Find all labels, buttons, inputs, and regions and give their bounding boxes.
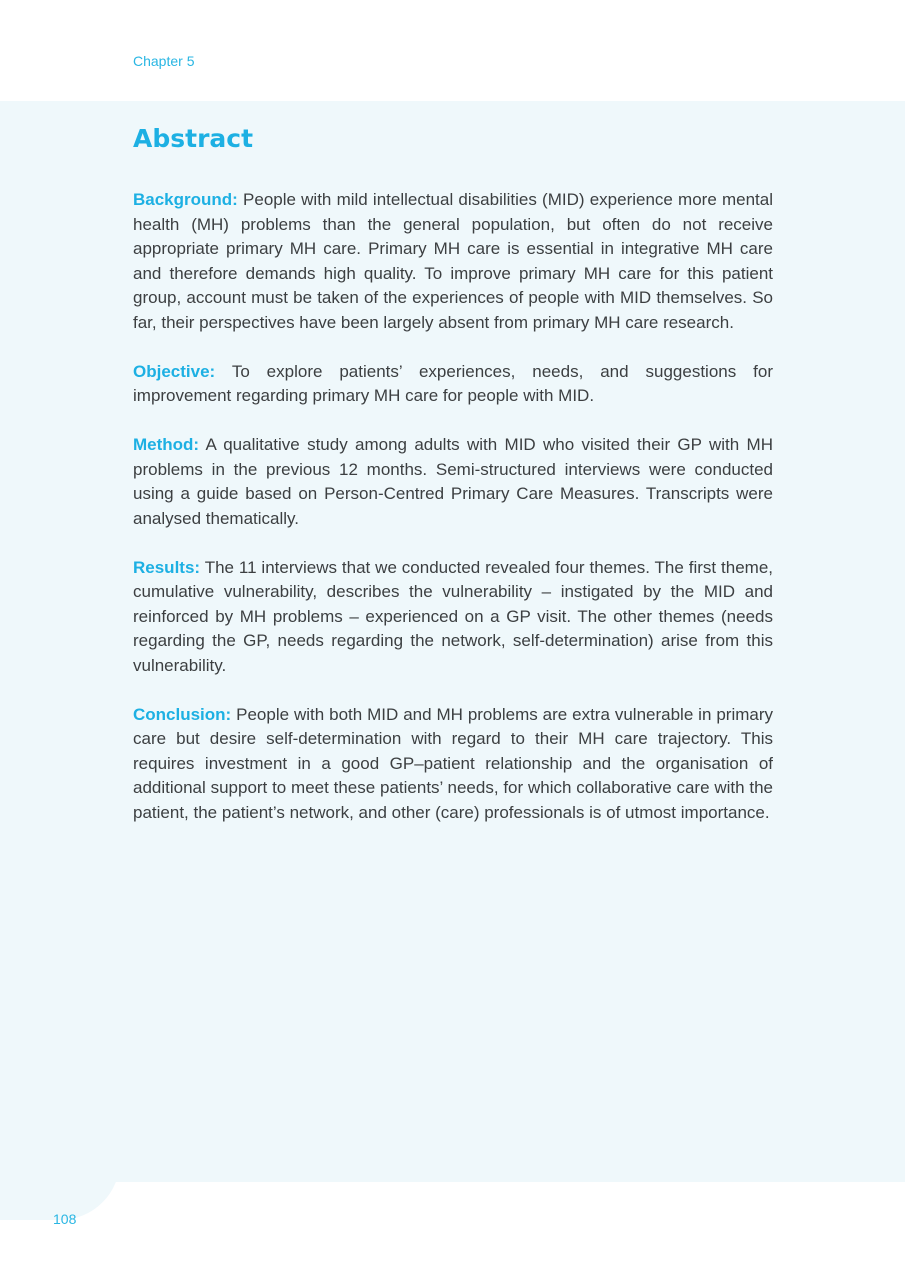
results-label: Results:	[133, 557, 201, 577]
method-text: A qualitative study among adults with MID who visited their GP with MH problems in the previous 12 months. Semi-structured interviews were conducted using a guide based on Person-Centred Primary Care Measures. Transcripts were analysed thematically.	[133, 435, 773, 528]
background-paragraph	[133, 188, 773, 335]
page-number: 108	[53, 1211, 77, 1227]
conclusion-paragraph	[133, 703, 773, 826]
background-label: Background:	[133, 190, 238, 209]
objective-text: To explore patients’ experiences, needs, and suggestions for improvement regarding primary MH care for people with MID.	[133, 361, 773, 405]
abstract-title: Abstract	[133, 124, 254, 153]
conclusion-text: People with both MID and MH problems are extra vulnerable in primary care but desire self-determination with regard to their MH care trajectory. This requires investment in a good GP–patient relationship and the organisation of additional support to meet these patients’ needs, for which collaborative care with the patient, the patient’s network, and other (care) professionals is of utmost importance.	[133, 704, 773, 822]
objective-paragraph	[133, 360, 773, 409]
background-text: People with mild intellectual disabilities (MID) experience more mental health (MH) problems than the general population, but often do not receive appropriate primary MH care. Primary MH care is essential in integrative MH care and therefore demands high quality. To improve primary MH care for this patient group, account must be taken of the experiences of people with MID themselves. So far, their perspectives have been largely absent from primary MH care research.	[133, 190, 773, 332]
results-text: The 11 interviews that we conducted revealed four themes. The first theme, cumulative vulnerability, describes the vulnerability – instigated by the MID and reinforced by MH problems – experienced on a GP visit. The other themes (needs regarding the GP, needs regarding the network, self-determination) arise from this vulnerability.	[133, 557, 773, 675]
decorative-shape	[0, 1100, 120, 1220]
objective-label: Objective:	[133, 361, 216, 381]
method-paragraph	[133, 433, 773, 531]
results-paragraph	[133, 556, 773, 679]
conclusion-label: Conclusion:	[133, 704, 232, 724]
decorative-cutout	[105, 1182, 905, 1280]
chapter-header: Chapter 5	[133, 53, 195, 69]
abstract-body	[133, 188, 773, 850]
method-label: Method:	[133, 435, 200, 454]
